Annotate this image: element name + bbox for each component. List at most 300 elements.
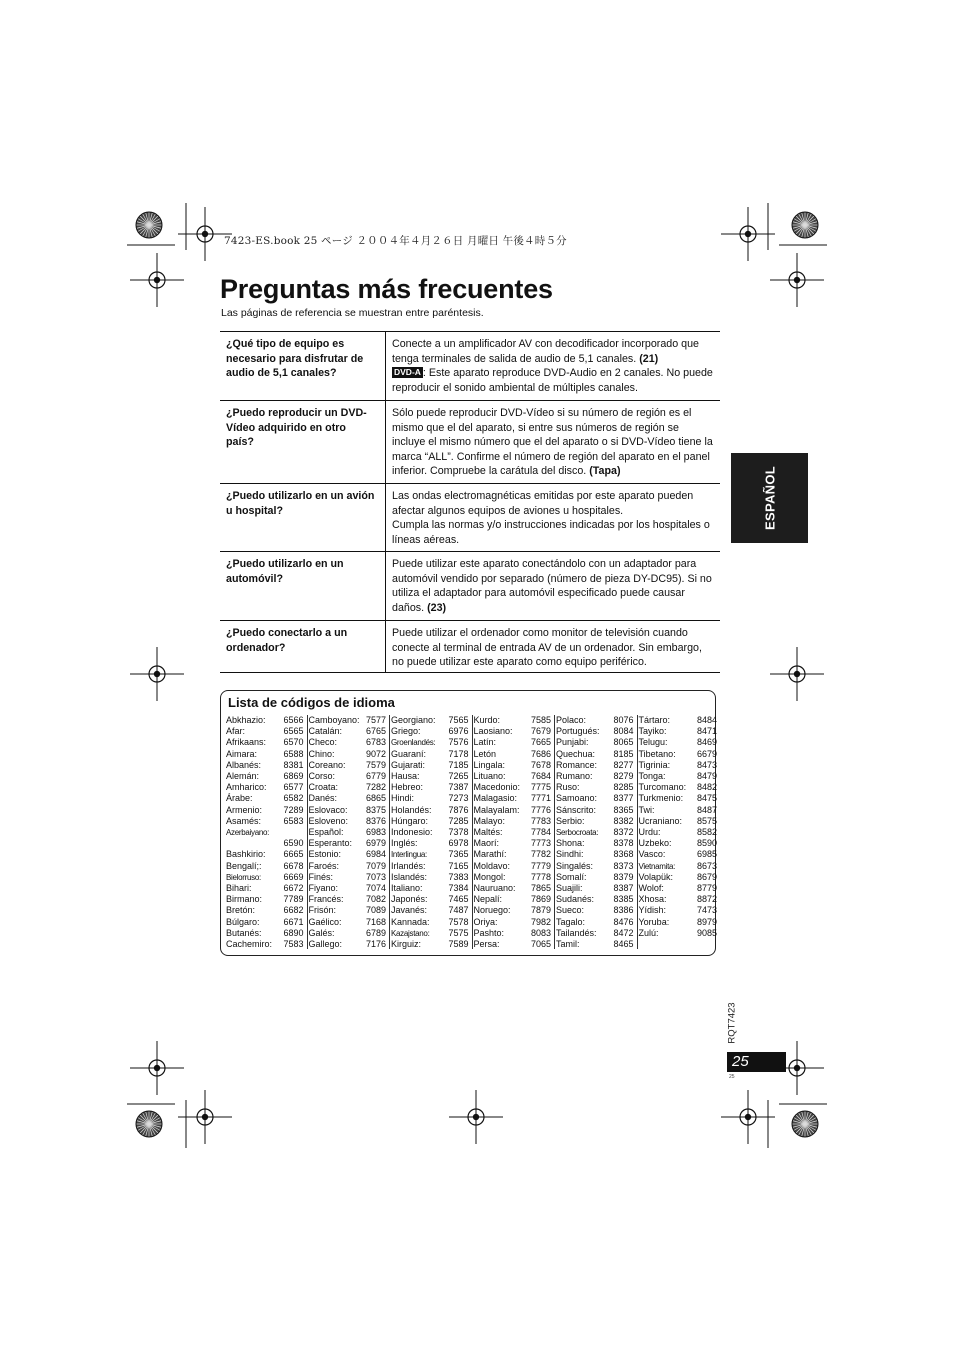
language-entry [309,793,387,804]
language-entry [556,805,634,816]
language-entry [556,905,634,916]
language-entry [639,827,718,838]
language-column [555,715,638,949]
language-entry [226,715,304,726]
language-entry [309,872,387,883]
language-entry [639,917,718,928]
language-name: Latín: [473,737,497,748]
language-name: Bashkirio: [226,849,266,860]
language-code: 7577 [365,715,386,725]
language-name: Esperanto: [308,838,353,849]
language-entry [639,760,718,771]
language-code: 6783 [365,737,386,748]
language-code: 8083 [530,927,551,938]
dvd-a-badge: DVD-A [394,367,421,377]
language-name: Twi: [638,804,655,815]
language-name: Croata: [308,782,339,793]
language-code: 6582 [283,793,304,804]
faq-answer-text: Puede utilizar este aparato conectándolo con un adaptador para automóvil vendido por separado (número de pieza DY-DC95). Si no utiliza el adaptador para automóvil especificado puede causar daños. [392,558,712,614]
language-code: 7285 [448,815,469,826]
language-name: Maorí: [473,838,500,849]
language-entry [226,872,304,883]
language-code: 7778 [530,871,551,882]
language-name: Birmano: [226,894,263,905]
language-name: Tonga: [638,771,666,782]
language-name: Azerbaiyano: [226,828,270,838]
language-entry [309,894,387,905]
language-entry [391,793,469,804]
language-name: Malayalam: [473,804,520,815]
language-entry [556,715,634,726]
language-entry [226,917,304,928]
language-code: 8487 [696,804,717,815]
language-name: Lingala: [473,759,506,770]
crosshair-mark-icon [130,647,184,701]
language-code: 8365 [613,804,634,815]
language-entry [309,760,387,771]
starburst-mark-icon [136,212,162,238]
language-entry [639,883,718,894]
language-entry [391,726,469,737]
crosshair-mark-icon [721,1090,775,1144]
language-entry [391,883,469,894]
language-name: Frisón: [308,905,337,916]
language-code: 8582 [696,827,717,838]
language-name: Xhosa: [638,894,667,905]
language-code: 8378 [613,838,634,849]
language-code: 8575 [696,815,717,826]
language-code: 6779 [365,771,386,782]
language-entry [391,928,469,939]
language-entry [639,782,718,793]
language-entry [639,749,718,760]
language-code: 7265 [448,771,469,782]
language-name: Abkhazio: [226,715,266,725]
language-entry [474,726,552,737]
language-entry [309,749,387,760]
language-code: 8476 [613,916,634,927]
language-name: Hausa: [391,771,420,782]
language-code: 8465 [613,939,634,950]
language-name: Sindhi: [556,849,584,860]
starburst-mark-icon [136,1111,162,1137]
language-name: Portugués: [556,726,600,737]
language-code: 9085 [696,927,717,938]
language-name: Sueco: [556,905,585,916]
language-code: 7783 [530,815,551,826]
language-code: 8387 [613,883,634,894]
language-code: 7565 [448,715,469,725]
language-entry [309,816,387,827]
language-entry [556,928,634,939]
language-name: Árabe: [226,793,253,804]
language-code: 6665 [283,849,304,860]
language-entry [474,760,552,771]
language-name: Javanés: [391,905,428,916]
page-number-box [727,1052,786,1072]
language-name: Samoano: [556,793,598,804]
faq-row [220,401,720,484]
language-entry [639,715,718,726]
faq-table [220,331,720,673]
language-code: 8479 [696,771,717,782]
faq-answer [386,401,720,483]
language-code: 7865 [530,883,551,894]
language-code: 8473 [696,759,717,770]
language-code: 8379 [613,871,634,882]
language-name: Bihari: [226,883,252,894]
language-code: 7365 [448,849,469,860]
language-entry [226,883,304,894]
language-code: 9072 [365,748,386,759]
language-name: Moldavo: [473,860,511,871]
language-entry [309,737,387,748]
language-entry [474,838,552,849]
language-entry [556,883,634,894]
language-code: 8472 [613,927,634,938]
language-name: Ruso: [556,782,580,793]
language-name: Armenio: [226,804,263,815]
faq-page-ref: (Tapa) [589,465,621,477]
language-entry [309,771,387,782]
language-code: 7473 [696,905,717,916]
language-code: 7282 [365,782,386,793]
language-name: Interlingua: [391,850,427,860]
starburst-mark-icon [792,1111,818,1137]
language-entry [226,827,304,838]
language-code: 8285 [613,782,634,793]
language-name: Punjabi: [556,737,589,748]
language-column [473,715,556,949]
language-name: Tamil: [556,939,580,950]
language-entry [639,805,718,816]
language-name: Groenlandés: [391,738,436,748]
language-entry [474,939,552,950]
language-name: Suajili: [556,883,583,894]
language-entry [226,838,304,849]
language-entry [309,838,387,849]
language-entry [556,816,634,827]
language-code: 6765 [365,726,386,737]
language-name: Guaraní: [391,748,427,759]
crosshair-mark-icon [770,647,824,701]
language-code: 7387 [448,782,469,793]
language-entry [226,905,304,916]
language-name: Rumano: [556,771,593,782]
language-entry [639,861,718,872]
language-code: 7273 [448,793,469,804]
language-name: Francés: [308,894,344,905]
language-entry [556,771,634,782]
language-entry [639,849,718,860]
language-code: 6682 [283,905,304,916]
language-entry [309,861,387,872]
language-entry [474,771,552,782]
language-entry [474,816,552,827]
starburst-mark-icon [792,212,818,238]
language-code: 7168 [365,916,386,927]
language-entry [639,838,718,849]
language-code: 7384 [448,883,469,894]
language-name: Bretón: [226,905,256,916]
language-code: 6985 [696,849,717,860]
language-name: Quechua: [556,748,596,759]
language-name: Cachemiro: [226,939,273,950]
language-code: 7165 [448,860,469,871]
language-code: 6566 [283,715,304,725]
language-code: 6671 [283,916,304,927]
language-code: 8076 [613,715,634,725]
language-entry [391,760,469,771]
language-name: Finés: [308,871,334,882]
language-entry [391,737,469,748]
language-name: Singalés: [556,860,594,871]
language-code: 7378 [448,827,469,838]
language-column [225,715,308,949]
language-entry [474,894,552,905]
language-entry [474,827,552,838]
language-code: 6979 [365,838,386,849]
language-code: 8484 [696,715,717,725]
language-name: Yídish: [638,905,667,916]
language-entry [391,861,469,872]
faq-row [220,552,720,621]
language-name: Oriya: [473,916,498,927]
language-entry [391,749,469,760]
language-entry [391,917,469,928]
language-name: Japonés: [391,894,428,905]
language-name: Vasco: [638,849,666,860]
language-code: 7578 [448,916,469,927]
faq-answer [386,552,720,620]
language-name: Tigrinia: [638,759,671,770]
page-title: Preguntas más frecuentes [220,274,553,304]
language-code: 6583 [283,815,304,826]
language-code: 7089 [365,905,386,916]
language-columns [225,715,720,949]
language-entry [309,928,387,939]
language-entry [639,928,718,939]
language-entry [556,861,634,872]
language-code: 7185 [448,759,469,770]
language-code: 8381 [283,759,304,770]
language-code: 7079 [365,860,386,871]
language-entry [309,726,387,737]
language-entry [391,849,469,860]
crosshair-mark-icon [449,1090,503,1144]
faq-answer: Puede utilizar el ordenador como monitor de televisión cuando conecte al terminal de entrada AV de un ordenador. Sin embargo, no puede utilizar este aparato como equipo periférico. [392,627,702,668]
language-code: 8277 [613,759,634,770]
language-code: 7773 [530,838,551,849]
language-name: Tailandés: [556,927,597,938]
language-code: 8779 [696,883,717,894]
language-name: Malagasio: [473,793,518,804]
language-name: Kurdo: [473,715,501,725]
language-code: 8375 [365,804,386,815]
language-name: Kannada: [391,916,430,927]
faq-answer-text: Cumpla las normas y/o instrucciones indicadas por los hospitales o líneas aéreas. [392,519,710,546]
language-entry [226,816,304,827]
language-name: Hindi: [391,793,415,804]
language-code: 6679 [696,748,717,759]
language-entry [309,883,387,894]
language-entry [309,849,387,860]
faq-answer [386,332,720,400]
language-entry [391,872,469,883]
language-code: 6669 [283,871,304,882]
language-code: 8979 [696,916,717,927]
language-entry [639,737,718,748]
language-name: Serbio: [556,815,585,826]
language-code: 7869 [530,894,551,905]
language-name: Griego: [391,726,421,737]
language-code: 6978 [448,838,469,849]
language-entry [474,883,552,894]
language-name: Polaco: [556,715,587,725]
language-name: Bengalí;: [226,860,262,871]
language-entry [639,771,718,782]
language-entry [474,917,552,928]
language-code: 7589 [448,939,469,950]
language-entry [639,793,718,804]
language-entry [391,816,469,827]
language-code: 7776 [530,804,551,815]
language-name: Pashto: [473,927,505,938]
faq-question: ¿Puedo utilizarlo en un avión u hospital? [220,484,386,551]
language-name: Shona: [556,838,585,849]
language-code: 7789 [283,894,304,905]
language-entry [556,872,634,883]
language-column [308,715,391,949]
faq-page-ref: (21) [639,352,659,365]
language-entry [226,782,304,793]
language-code: 8385 [613,894,634,905]
language-name: Inglés: [391,838,418,849]
language-entry [556,782,634,793]
language-name: Mongol: [473,871,506,882]
language-entry [391,771,469,782]
language-code: 8065 [613,737,634,748]
language-entry [556,917,634,928]
language-name: Vietnamita: [638,861,676,871]
language-entry [226,793,304,804]
language-entry [556,793,634,804]
language-column [390,715,473,949]
language-name: Italiano: [391,883,423,894]
crosshair-mark-icon [130,1041,184,1095]
language-code: 8679 [696,871,717,882]
language-entry [226,928,304,939]
language-name: Faroés: [308,860,340,871]
language-name: Coreano: [308,759,346,770]
language-name: Tayiko: [638,726,667,737]
language-code: 6565 [283,726,304,737]
language-name: Gujarati: [391,759,426,770]
language-name: Irlandés: [391,860,426,871]
language-code-list [220,690,716,956]
language-entry [226,749,304,760]
language-name: Afrikaans: [226,737,267,748]
language-name: Marathí: [473,849,507,860]
language-code: 8386 [613,905,634,916]
language-code: 7583 [283,939,304,950]
language-entry [474,715,552,726]
language-code: 8382 [613,815,634,826]
language-code: 6588 [283,748,304,759]
language-code: 7073 [365,871,386,882]
language-entry [309,905,387,916]
page-number-small: 25 [729,1074,735,1080]
language-code: 6570 [283,737,304,748]
language-code: 7176 [365,939,386,950]
document-code [722,1000,742,1046]
faq-question: ¿Puedo utilizarlo en un automóvil? [220,552,386,620]
language-code: 7082 [365,894,386,905]
language-entry [556,827,634,838]
language-name: Malayo: [473,815,506,826]
language-name: Kazajstano: [391,928,430,938]
language-code: 6890 [283,927,304,938]
side-tab-label: ESPAÑOL [762,466,777,530]
crosshair-mark-icon [721,207,775,261]
language-entry [556,849,634,860]
faq-question: ¿Puedo reproducir un DVD-Vídeo adquirido en otro país? [220,401,386,483]
language-name: Húngaro: [391,815,429,826]
language-entry [474,861,552,872]
language-code: 7982 [530,916,551,927]
language-name: Español: [308,827,344,838]
language-entry [556,737,634,748]
document-code-text: RQT7423 [726,1002,738,1044]
language-code: 7771 [530,793,551,804]
language-name: Eslovaco: [308,804,348,815]
language-name: Butanés: [226,927,262,938]
language-entry [391,715,469,726]
language-name: Tártaro: [638,715,671,725]
language-code: 7678 [530,759,551,770]
language-code: 8475 [696,793,717,804]
language-name: Wolof: [638,883,664,894]
language-entry [226,849,304,860]
faq-answer-text: Sólo puede reproducir DVD-Vídeo si su número de región es el mismo que el del aparato, si entre sus números de región se incluye el mismo número que el del aparato o si DVD-Vídeo tiene la marca “ALL”. Confirme el número de región del aparato en el panel inferior. Compruebe la carátula del disco. [392,407,713,477]
language-entry [391,805,469,816]
language-name: Esloveno: [308,815,349,826]
language-code: 6590 [283,838,304,849]
language-code: 8471 [696,726,717,737]
language-code: 8377 [613,793,634,804]
language-name: Albanés: [226,759,262,770]
language-name: Tibetano: [638,748,676,759]
language-code: 7679 [530,726,551,737]
language-name: Volapük: [638,871,674,882]
language-code: 6865 [365,793,386,804]
language-name: Hebreo: [391,782,424,793]
language-code: 8872 [696,894,717,905]
faq-answer-text: Las ondas electromagnéticas emitidas por este aparato pueden afectar algunos equipos de aviones u hospitales. [392,490,694,517]
language-name: Nepalí: [473,894,503,905]
language-name: Romance: [556,759,598,770]
language-entry [639,872,718,883]
language-entry [226,939,304,950]
language-name: Letón [473,748,497,759]
language-name: Alemán: [226,771,260,782]
language-name: Corso: [308,771,336,782]
crosshair-mark-icon [130,253,184,307]
language-name: Ucraniano: [638,815,683,826]
language-code: 7575 [448,927,469,938]
language-code: 8185 [613,748,634,759]
language-name: Nauruano: [473,883,516,894]
